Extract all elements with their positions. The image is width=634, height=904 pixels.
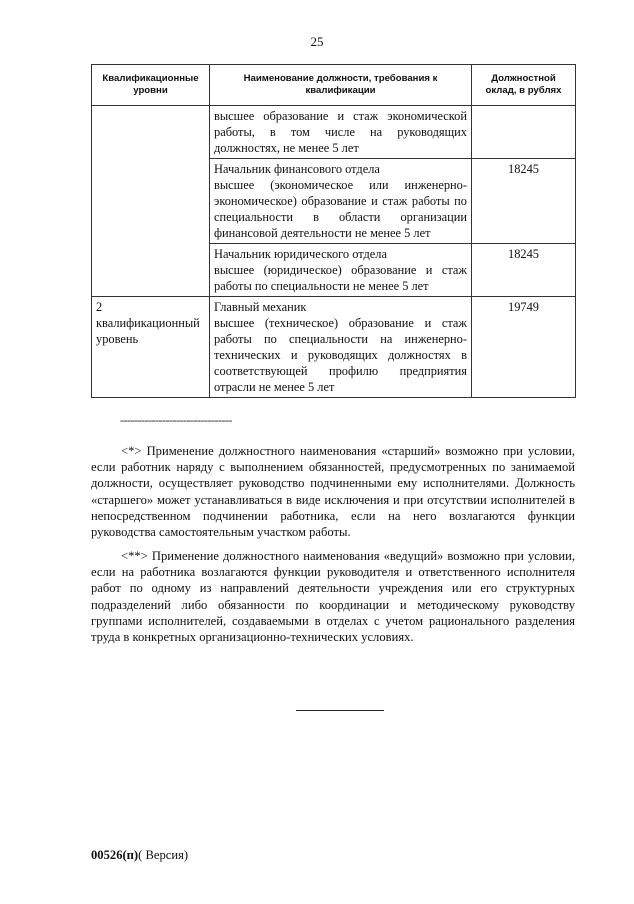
table-row — [92, 244, 576, 297]
document-code-number: 00526(п) — [91, 848, 139, 862]
header-position-requirements: Наименование должности, требования к квалификации — [210, 65, 472, 106]
requirements-cell — [210, 106, 472, 159]
requirements-text: высшее (юридическое) образование и стаж работы по специальности не менее 5 лет — [214, 263, 467, 293]
document-code — [91, 848, 188, 863]
table-row — [92, 106, 576, 159]
salary-cell — [472, 106, 576, 159]
qualification-table — [91, 64, 576, 398]
position-title: Начальник финансового отдела — [214, 162, 380, 176]
level-cell — [92, 159, 210, 244]
salary-cell: 18245 — [472, 244, 576, 297]
level-cell — [92, 244, 210, 297]
page-number: 25 — [310, 34, 324, 49]
position-title: Начальник юридического отдела — [214, 247, 387, 261]
level-cell — [92, 106, 210, 159]
requirements-text: высшее образование и стаж экономической работы, в том числе на руководящих должностях, не менее 5 лет — [214, 109, 467, 155]
requirements-text: высшее (техническое) образование и стаж работы по специальности на инженерно-технических и руководящих должностях в соответствующей профилю предприятия отрасли не менее 5 лет — [214, 316, 467, 394]
footnote-separator: -------------------------------- — [120, 413, 232, 427]
document-version: ( Версия) — [138, 848, 189, 862]
end-divider — [296, 710, 384, 711]
table-row — [92, 297, 576, 398]
level-cell: 2 квалификационный уровень — [92, 297, 210, 398]
position-title: Главный механик — [214, 300, 307, 314]
position-cell — [210, 297, 472, 398]
salary-cell: 19749 — [472, 297, 576, 398]
position-cell — [210, 159, 472, 244]
position-cell — [210, 244, 472, 297]
footnote-senior: <*> Применение должностного наименования «старший» возможно при условии, если работник наряду с выполнением обязанностей, предусмотренных по занимаемой должности, осуществляет руководство подчиненными ему исполнителями. Должность «старшего» может устанавливаться в виде исключения и при отсутствии исполнителей в непосредственном подчинении работника, если на него возлагаются функции руководства самостоятельным участком работы. — [91, 444, 575, 540]
salary-cell: 18245 — [472, 159, 576, 244]
table-row — [92, 159, 576, 244]
requirements-text: высшее (экономическое или инженерно-экономическое) образование и стаж работы по специальности в области организации финансовой деятельности не менее 5 лет — [214, 178, 467, 240]
table-header-row — [92, 65, 576, 106]
header-levels: Квалификационные уровни — [92, 65, 210, 106]
header-salary: Должностной оклад, в рублях — [472, 65, 576, 106]
footnote-leading: <**> Применение должностного наименования «ведущий» возможно при условии, если на работника возлагаются функции руководителя и ответственного исполнителя работ по одному из направлений деятельности учреждения или его структурных подразделений либо обязанности по координации и методическому руководству группами исполнителей, создаваемыми в отделах с учетом рационального разделения труда в конкретных организационно-технических условиях. — [91, 549, 575, 645]
